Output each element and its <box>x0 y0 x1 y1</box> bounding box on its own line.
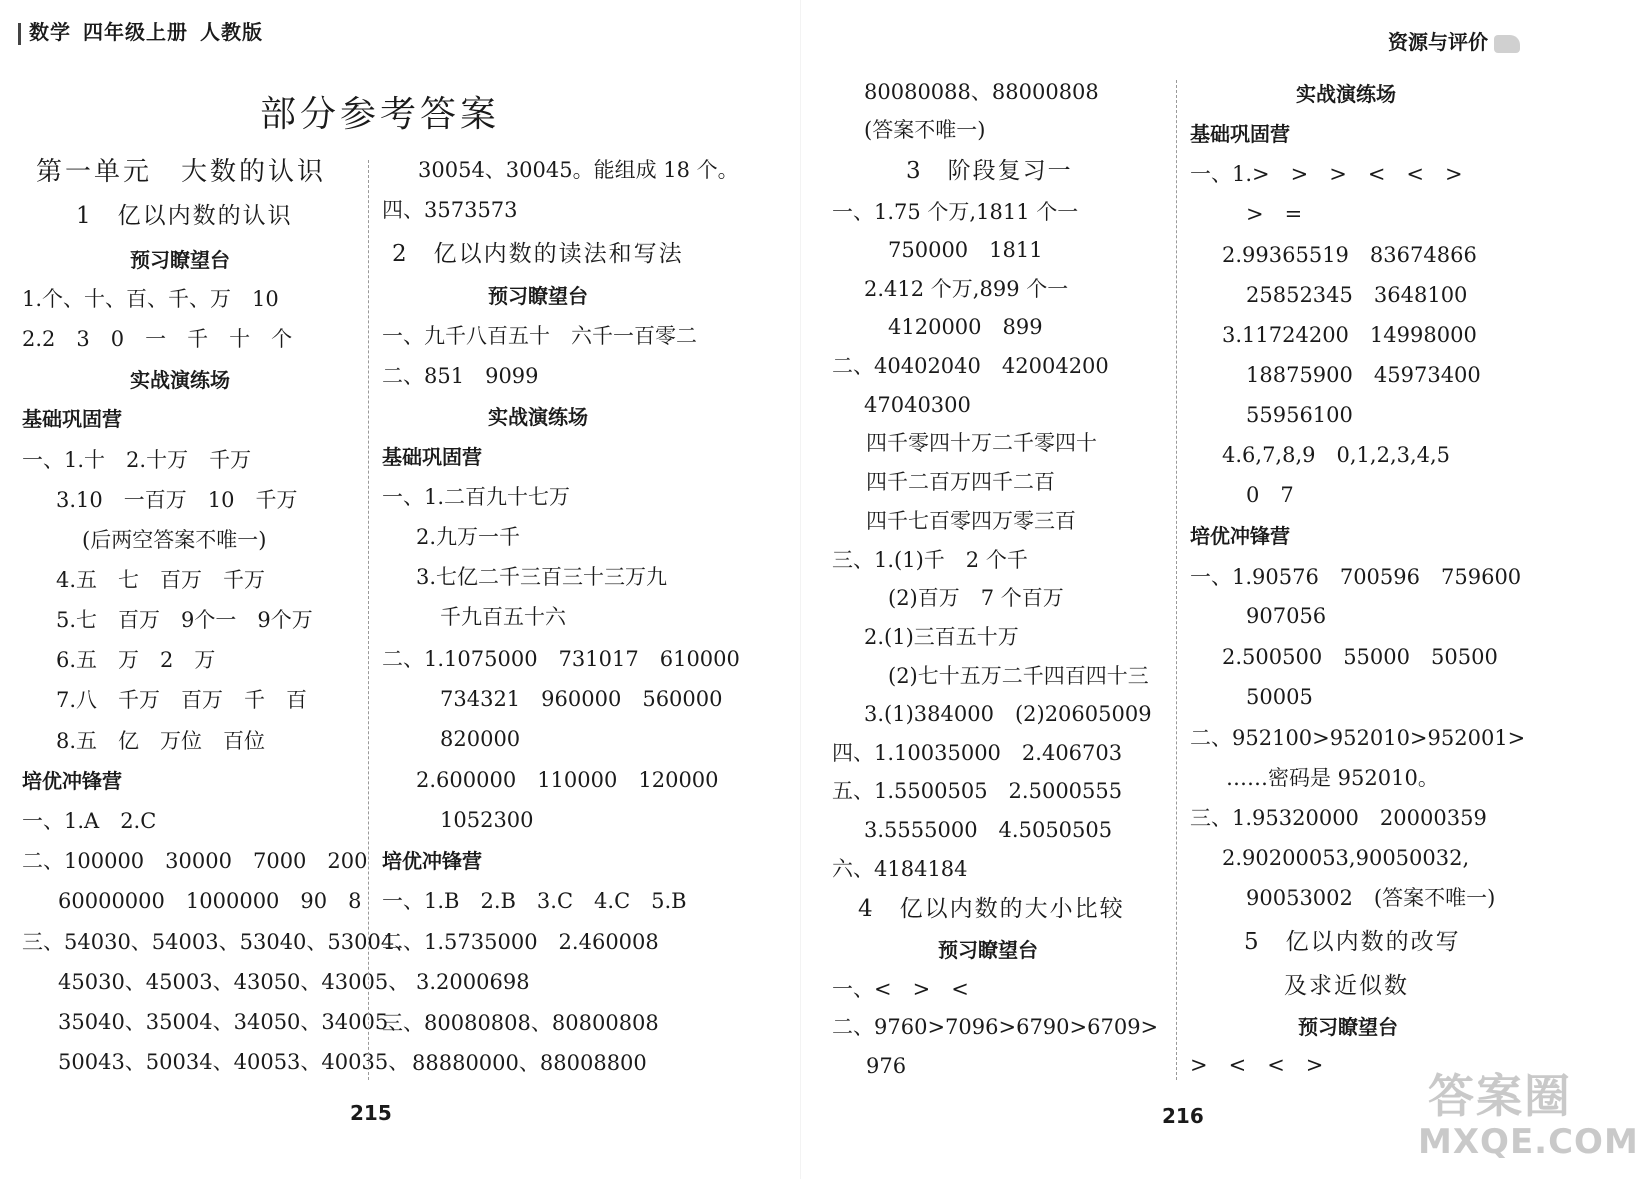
answer-line: 4.五 七 百万 千万 <box>56 568 266 592</box>
answer-line: 3 阶段复习一 <box>906 158 1073 184</box>
answer-line: 820000 <box>440 727 521 751</box>
answer-line: 一、1.B 2.B 3.C 4.C 5.B <box>382 889 687 913</box>
answer-line: 六、4184184 <box>832 857 968 881</box>
answer-line: 2.600000 110000 120000 <box>416 768 719 792</box>
answer-line: 一、1.十 2.十万 千万 <box>22 448 252 472</box>
answer-line: > < < > <box>1190 1053 1324 1077</box>
answer-line: 8.五 亿 万位 百位 <box>56 729 266 753</box>
answer-line: 18875900 45973400 <box>1246 363 1481 387</box>
answer-line: 二、851 9099 <box>382 364 539 388</box>
answer-line: 2.90200053,90050032, <box>1222 846 1470 870</box>
answer-line: 一、< > < <box>832 977 969 1001</box>
answer-line: 976 <box>866 1054 907 1078</box>
header-grade: 四年级上册 <box>83 20 188 44</box>
answer-line: 一、1.90576 700596 759600 <box>1190 565 1522 589</box>
answer-line: 2.412 个万,899 个一 <box>864 277 1069 301</box>
answer-line: 5.七 百万 9个一 9个万 <box>56 608 313 632</box>
answer-line: 750000 1811 <box>888 238 1043 262</box>
answer-line: 2.2 3 0 一 千 十 个 <box>22 327 293 351</box>
answer-line: 三、1.(1)千 2 个千 <box>832 548 1028 572</box>
header-bar <box>18 23 21 45</box>
answer-line: 三、80080808、80800808 <box>382 1011 659 1035</box>
answer-line: 培优冲锋营 <box>1190 524 1290 548</box>
answer-line: 二、100000 30000 7000 200 <box>22 849 368 873</box>
answer-line: 4 亿以内数的大小比较 <box>858 896 1125 922</box>
column-divider <box>368 160 369 1080</box>
answer-line: 一、1.二百九十七万 <box>382 485 571 509</box>
answer-line: 2.99365519 83674866 <box>1222 243 1477 267</box>
answer-line: 三、54030、54003、53040、53004、 <box>22 930 416 954</box>
running-header-right <box>1388 26 1520 55</box>
answer-line: 4.6,7,8,9 0,1,2,3,4,5 <box>1222 443 1451 467</box>
answer-line: 25852345 3648100 <box>1246 283 1468 307</box>
answer-line: 四千零四十万二千零四十 <box>866 431 1097 455</box>
answer-line: 基础巩固营 <box>382 445 482 469</box>
answer-line: (2)百万 7 个百万 <box>888 586 1064 610</box>
answer-line: 培优冲锋营 <box>382 849 482 873</box>
answer-line: 实战演练场 <box>130 368 230 392</box>
answer-line: > = <box>1246 202 1303 226</box>
answer-line: 2.500500 55000 50500 <box>1222 645 1498 669</box>
answer-line: 2.(1)三百五十万 <box>864 625 1019 649</box>
answer-line: 50043、50034、40053、40035、 <box>58 1050 410 1074</box>
answer-line: 实战演练场 <box>1296 82 1396 106</box>
answer-line: (后两空答案不唯一) <box>82 528 267 552</box>
column-divider <box>1176 80 1177 1080</box>
answer-line: 四千二百万四千二百 <box>866 470 1055 494</box>
answer-line: 1 亿以内数的认识 <box>76 203 293 229</box>
answer-line: 35040、35004、34050、34005、 <box>58 1010 410 1034</box>
answer-line: 预习瞭望台 <box>488 284 588 308</box>
answer-line: 1052300 <box>440 808 534 832</box>
page-title: 部分参考答案 <box>260 94 501 135</box>
answer-line: 预习瞭望台 <box>130 248 230 272</box>
answer-line: 及求近似数 <box>1284 973 1409 999</box>
answer-line: 80080088、88000808 <box>864 80 1099 104</box>
page-number-right: 216 <box>1162 1104 1204 1128</box>
answer-line: 五、1.5500505 2.5000555 <box>832 779 1123 803</box>
answer-line: 四千七百零四万零三百 <box>866 509 1076 533</box>
answer-line: 一、1.A 2.C <box>22 809 157 833</box>
running-header-left <box>18 16 275 45</box>
answer-line: 3.11724200 14998000 <box>1222 323 1477 347</box>
answer-line: 7.八 千万 百万 千 百 <box>56 688 308 712</box>
answer-line: 734321 960000 560000 <box>440 687 723 711</box>
answer-line: 千九百五十六 <box>440 605 566 629</box>
answer-line: 四、3573573 <box>382 198 518 222</box>
answer-line: 47040300 <box>864 393 971 417</box>
answer-line: 4120000 899 <box>888 315 1043 339</box>
answer-line: 3.10 一百万 10 千万 <box>56 488 298 512</box>
answer-line: 一、九千八百五十 六千一百零二 <box>382 324 697 348</box>
answer-line: 30054、30045。能组成 18 个。 <box>418 158 739 182</box>
answer-line: 45030、45003、43050、43005、 <box>58 970 410 994</box>
watermark-url: MXQE.COM <box>1418 1122 1639 1162</box>
answer-line: 2.九万一千 <box>416 525 521 549</box>
answer-line: 二、1.5735000 2.460008 <box>382 930 659 954</box>
answer-line: 907056 <box>1246 604 1327 628</box>
answer-line: ……密码是 952010。 <box>1226 766 1439 790</box>
answer-line: 6.五 万 2 万 <box>56 648 216 672</box>
answer-line: 一、1.75 个万,1811 个一 <box>832 200 1079 224</box>
answer-line: 实战演练场 <box>488 405 588 429</box>
answer-line: 60000000 1000000 90 8 <box>58 889 362 913</box>
answer-line: 培优冲锋营 <box>22 769 122 793</box>
book-spine <box>800 0 801 1179</box>
answer-line: 一、1.> > > < < > <box>1190 162 1463 186</box>
answer-line: 三、1.95320000 20000359 <box>1190 806 1487 830</box>
answer-line: 88880000、88008800 <box>412 1051 647 1075</box>
answer-line: 预习瞭望台 <box>1298 1015 1398 1039</box>
answer-line: 四、1.10035000 2.406703 <box>832 741 1123 765</box>
answer-line: 二、952100>952010>952001> <box>1190 726 1526 750</box>
answer-line: 基础巩固营 <box>22 407 122 431</box>
header-subject: 数学 <box>29 20 71 44</box>
answer-line: 3.(1)384000 (2)20605009 <box>864 702 1152 726</box>
answer-line: 5 亿以内数的改写 <box>1244 929 1461 955</box>
answer-line: 2 亿以内数的读法和写法 <box>392 241 684 267</box>
answer-line: 3.七亿二千三百三十三万九 <box>416 565 668 589</box>
answer-line: 第一单元 大数的认识 <box>36 157 327 187</box>
watermark <box>1418 1060 1639 1170</box>
answer-line: 预习瞭望台 <box>938 938 1038 962</box>
answer-line: 基础巩固营 <box>1190 122 1290 146</box>
answer-line: 二、40402040 42004200 <box>832 354 1109 378</box>
answer-line: 55956100 <box>1246 403 1353 427</box>
answer-line: 1.个、十、百、千、万 10 <box>22 287 279 311</box>
series-logo-icon <box>1494 35 1520 53</box>
answer-line: 50005 <box>1246 685 1313 709</box>
answer-line: (2)七十五万二千四百四十三 <box>888 664 1149 688</box>
answer-line: 二、1.1075000 731017 610000 <box>382 647 740 671</box>
answer-line: 90053002 (答案不唯一) <box>1246 886 1496 910</box>
answer-line: (答案不唯一) <box>864 118 986 142</box>
answer-line: 0 7 <box>1246 483 1294 507</box>
answer-line: 3.2000698 <box>416 970 530 994</box>
header-edition: 人教版 <box>200 20 263 44</box>
page-number-left: 215 <box>350 1101 392 1125</box>
answer-line: 3.5555000 4.5050505 <box>864 818 1113 842</box>
header-series: 资源与评价 <box>1388 30 1488 54</box>
answer-line: 二、9760>7096>6790>6709> <box>832 1015 1159 1039</box>
watermark-logo: 答案圈 <box>1428 1069 1572 1123</box>
